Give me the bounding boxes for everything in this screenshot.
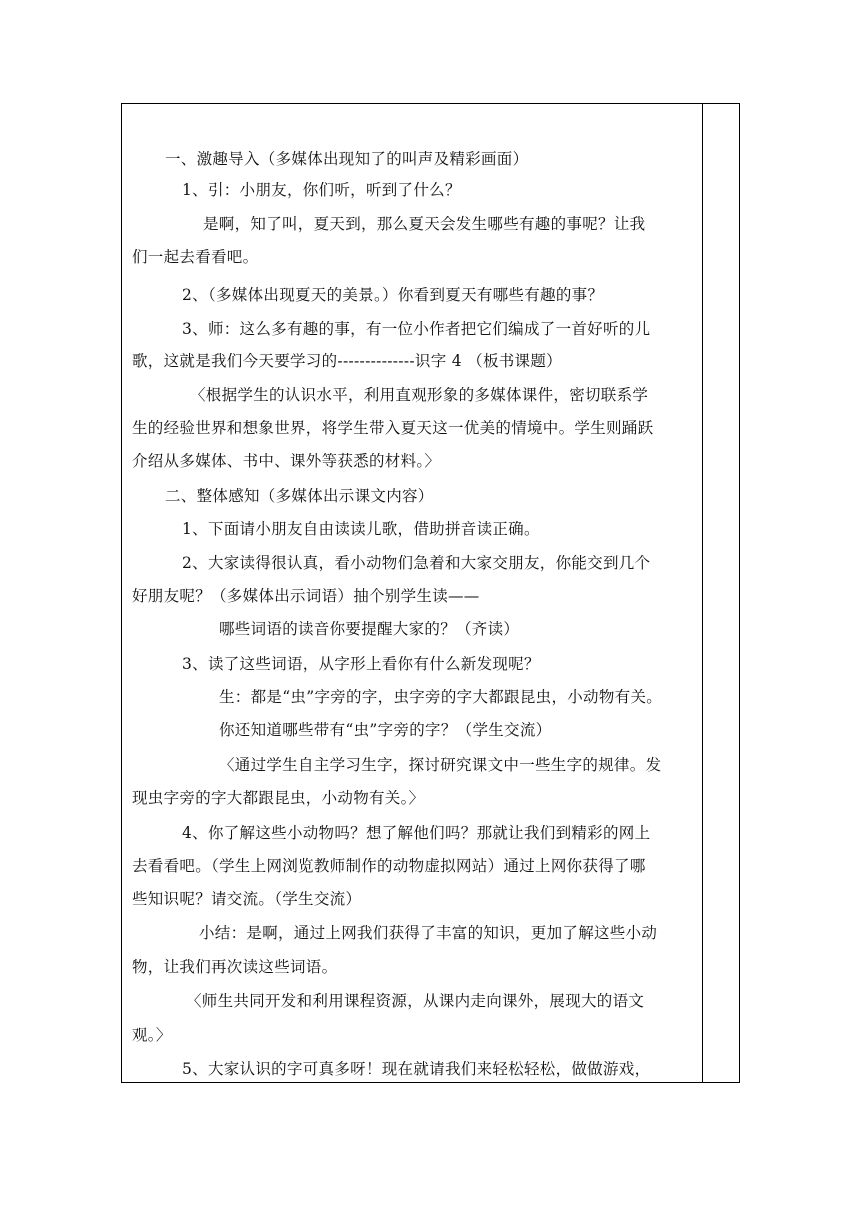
text-line: 生的经验世界和想象世界，将学生带入夏天这一优美的情境中。学生则踊跃 [132, 419, 654, 437]
text-line: 生：都是“虫”字旁的字，虫字旁的字大都跟昆虫，小动物有关。 [219, 688, 663, 706]
text-line: 介绍从多媒体、书中、课外等获悉的材料。〉 [132, 452, 441, 470]
text-line: 1、下面请小朋友自由读读儿歌，借助拼音读正确。 [182, 520, 540, 538]
text-line: 〈根据学生的认识水平，利用直观形象的多媒体课件，密切联系学 [190, 386, 649, 404]
text-line: 5、大家认识的字可真多呀！现在就请我们来轻松轻松，做做游戏， [182, 1060, 651, 1078]
text-line: 现虫字旁的字大都跟昆虫，小动物有关。〉 [132, 789, 425, 807]
text-line: 些知识呢？请交流。（学生交流） [132, 890, 362, 908]
text-line: 2、大家读得很认真，看小动物们急着和大家交朋友，你能交到几个 [182, 554, 651, 572]
text-line: 观。〉 [132, 1026, 172, 1044]
text-line: 歌，这就是我们今天要学习的--------------识字 4 （板书课题） [132, 352, 562, 370]
text-line: 是啊，知了叫，夏天到，那么夏天会发生哪些有趣的事呢？让我 [203, 215, 646, 233]
text-line: 们一起去看看吧。 [132, 248, 259, 266]
lesson-plan-table [121, 103, 740, 1083]
text-line: 〈通过学生自主学习生字，探讨研究课文中一些生字的规律。发 [219, 756, 662, 774]
text-line: 二、整体感知（多媒体出示课文内容） [165, 487, 434, 505]
text-line: 1、引：小朋友，你们听，听到了什么？ [182, 181, 461, 199]
text-line: 一、激趣导入（多媒体出现知了的叫声及精彩画面） [165, 150, 529, 168]
text-line: 哪些词语的读音你要提醒大家的？（齐读） [219, 620, 520, 638]
text-line: 你还知道哪些带有“虫”字旁的字？（学生交流） [219, 721, 552, 739]
text-line: 小结：是啊，通过上网我们获得了丰富的知识，更加了解这些小动 [199, 924, 658, 942]
text-line: 好朋友呢？（多媒体出示词语）抽个别学生读—— [132, 587, 480, 605]
text-line: 〈师生共同开发和利用课程资源，从课内走向课外，展现大的语文 [186, 992, 645, 1010]
notes-cell [703, 104, 739, 1082]
text-line: 2、（多媒体出现夏天的美景。）你看到夏天有哪些有趣的事？ [182, 286, 604, 304]
text-line: 去看看吧。（学生上网浏览教师制作的动物虚拟网站）通过上网你获得了哪 [132, 857, 646, 875]
text-line: 3、师：这么多有趣的事，有一位小作者把它们编成了一首好听的儿 [182, 320, 651, 338]
text-line: 4、你了解这些小动物吗？想了解他们吗？那就让我们到精彩的网上 [182, 824, 651, 842]
text-line: 物，让我们再次读这些词语。 [132, 958, 338, 976]
text-line: 3、读了这些词语，从字形上看你有什么新发现呢？ [182, 655, 540, 673]
lesson-content-cell [122, 104, 702, 1082]
